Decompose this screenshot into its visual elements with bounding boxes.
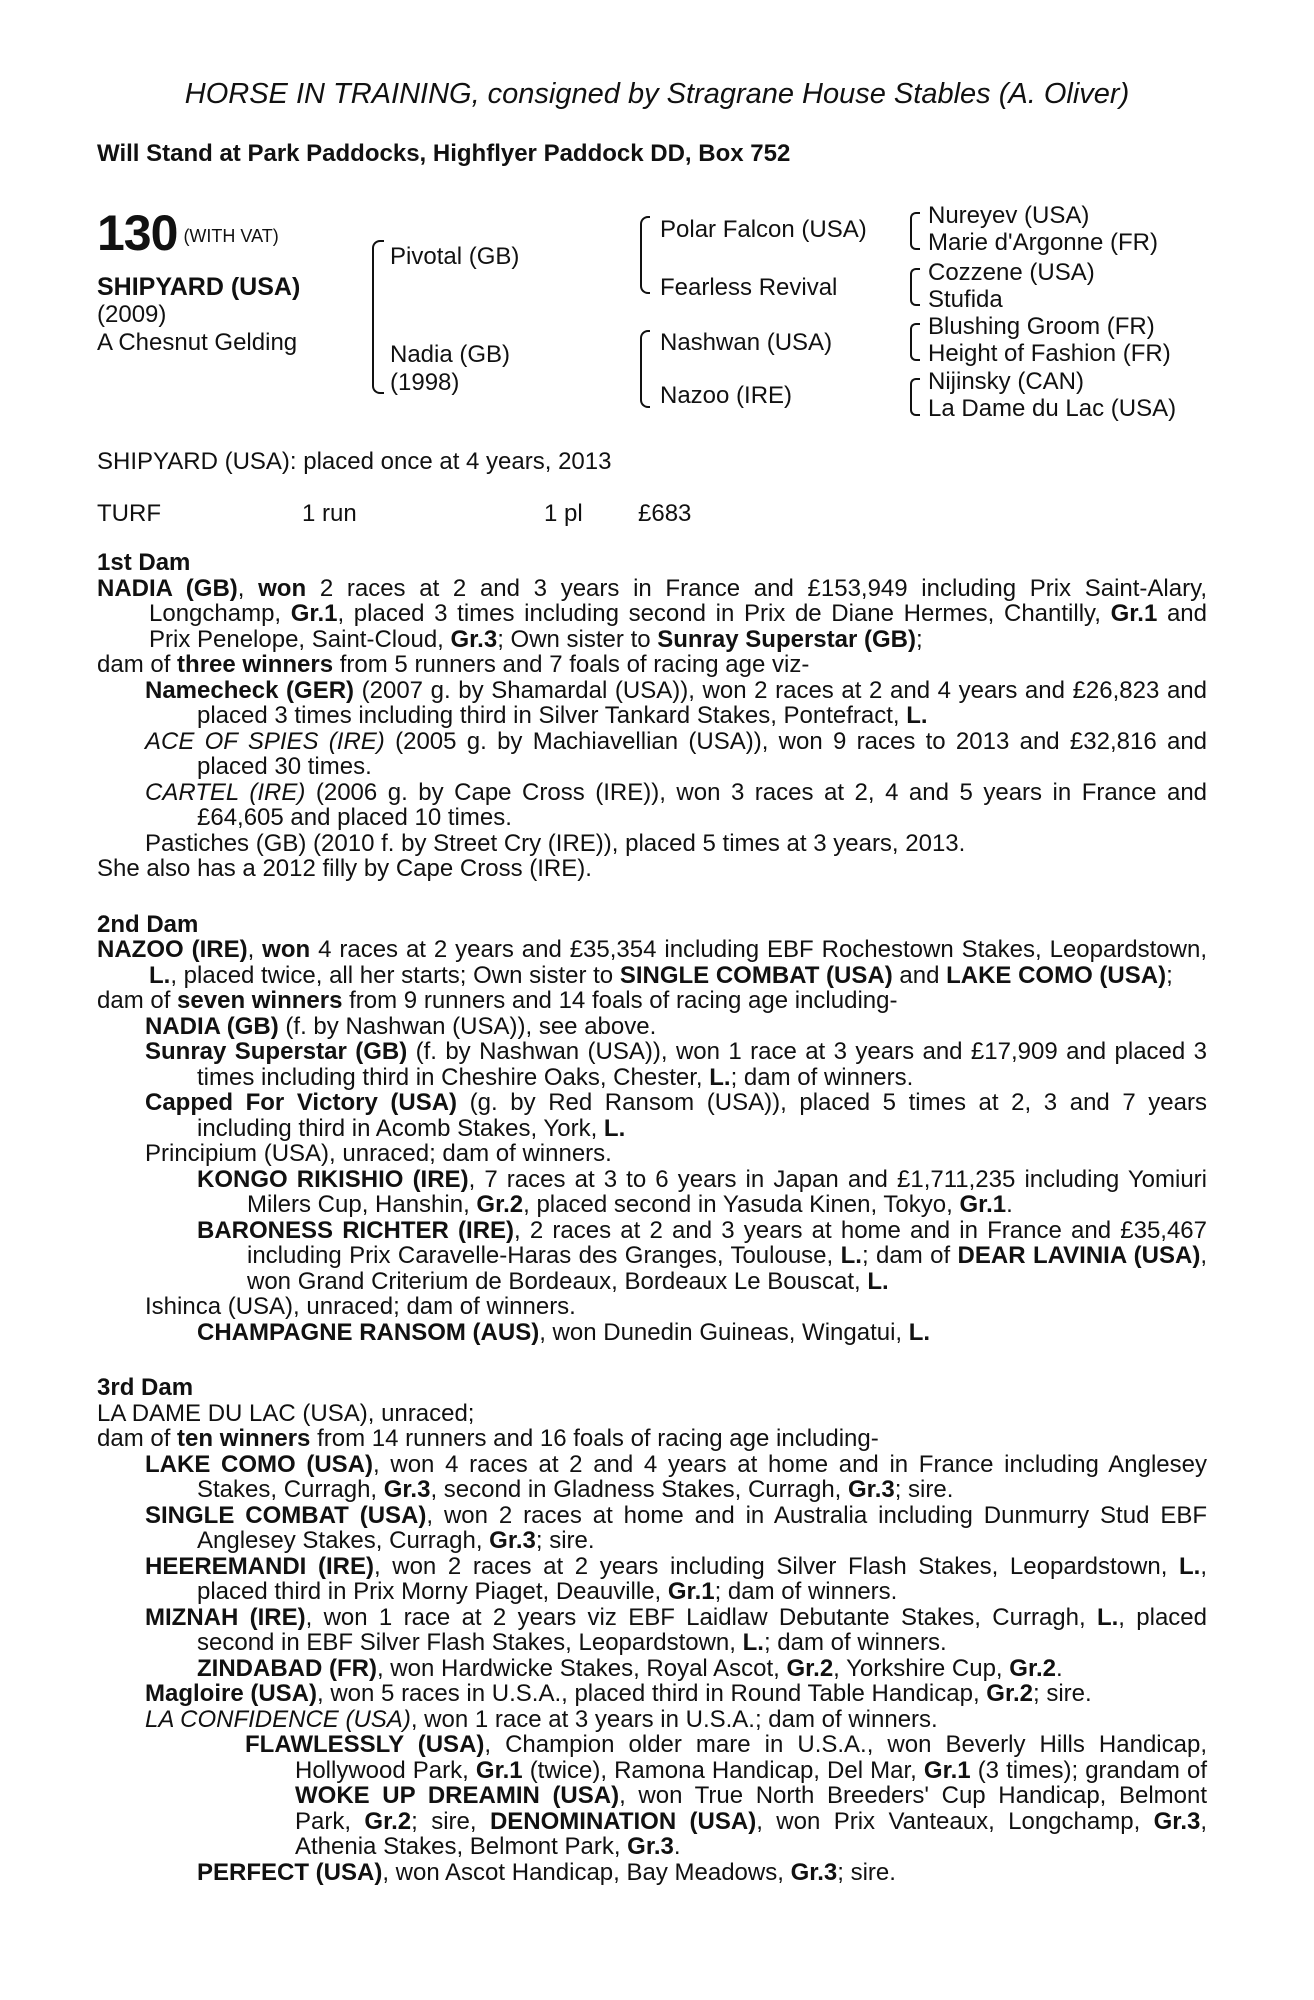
- lot-number: 130: [97, 205, 178, 261]
- list-item: MIZNAH (IRE), won 1 race at 2 years viz EBF Laidlaw Debutante Stakes, Curragh, L., placed second in EBF Silver Flash Stakes, Leopardstown, L.; dam of winners.: [145, 1603, 1207, 1656]
- pedigree-brace-g4: [910, 378, 920, 416]
- horse-year: (2009): [97, 301, 167, 328]
- produce-summary: dam of ten winners from 14 runners and 16 foals of racing age including-: [97, 1425, 879, 1452]
- page-title: HORSE IN TRAINING, consigned by Stragrane House Stables (A. Oliver): [184, 78, 1130, 110]
- list-item: She also has a 2012 filly by Cape Cross (IRE).: [97, 855, 592, 882]
- pedigree-brace-main: [372, 240, 384, 394]
- pedigree-g1: Nureyev (USA): [928, 202, 1090, 229]
- record-placed: 1 pl: [544, 500, 583, 527]
- list-item: ZINDABAD (FR), won Hardwicke Stakes, Royal Ascot, Gr.2, Yorkshire Cup, Gr.2.: [197, 1654, 1063, 1682]
- pedigree-brace-g3: [910, 323, 920, 361]
- vat-note: (WITH VAT): [183, 226, 279, 246]
- record-surface: TURF: [97, 500, 161, 527]
- third-dam-section: [97, 1375, 1207, 1885]
- record-earnings: £683: [638, 500, 692, 527]
- stand-location: Will Stand at Park Paddocks, Highflyer Paddock DD, Box 752: [97, 140, 791, 167]
- list-item: Magloire (USA), won 5 races in U.S.A., placed third in Round Table Handicap, Gr.2; sire.: [145, 1680, 1092, 1707]
- pedigree-g7: Nijinsky (CAN): [928, 368, 1084, 395]
- list-item: Sunray Superstar (GB) (f. by Nashwan (USA)), won 1 race at 3 years and £17,909 and placed 3 times including third in Cheshire Oaks, Chester, L.; dam of winners.: [145, 1038, 1207, 1091]
- produce-record: [97, 550, 1207, 1885]
- horse-name: SHIPYARD (USA): [97, 273, 301, 301]
- pedigree-brace-g2: [910, 268, 920, 306]
- second-dam-section: [97, 912, 1207, 1346]
- dam-entry: NADIA (GB), won 2 races at 2 and 3 years in France and £153,949 including Prix Saint-Alary, Longchamp, Gr.1, placed 3 times including second in Prix de Diane Hermes, Chantilly, Gr.1 and Prix Penelope, Saint-Cloud, Gr.3; Own sister to Sunray Superstar (GB);: [97, 574, 1207, 653]
- list-item: Principium (USA), unraced; dam of winners.: [145, 1140, 612, 1167]
- list-item: CHAMPAGNE RANSOM (AUS), won Dunedin Guineas, Wingatui, L.: [197, 1318, 931, 1346]
- pedigree-dam-dam: Nazoo (IRE): [660, 382, 793, 409]
- horse-description: A Chesnut Gelding: [97, 329, 298, 356]
- pedigree-dam: Nadia (GB): [390, 341, 511, 368]
- pedigree-g5: Blushing Groom (FR): [928, 313, 1155, 340]
- pedigree-brace-dam: [640, 330, 650, 408]
- list-item: FLAWLESSLY (USA), Champion older mare in U.S.A., won Beverly Hills Handicap, Hollywood Park, Gr.1 (twice), Ramona Handicap, Del Mar, Gr.1 (3 times); grandam of WOKE UP DREAMIN (USA), won True North Breeders' Cup Handicap, Belmont Park, Gr.2; sire, DENOMINATION (USA), won Prix Vanteaux, Longchamp, Gr.3, Athenia Stakes, Belmont Park, Gr.3.: [245, 1731, 1208, 1860]
- list-item: ACE OF SPIES (IRE) (2005 g. by Machiavellian (USA)), won 9 races to 2013 and £32,816 and placed 30 times.: [145, 727, 1208, 780]
- produce-summary: dam of seven winners from 9 runners and 14 foals of racing age including-: [97, 987, 898, 1014]
- list-item: Capped For Victory (USA) (g. by Red Ransom (USA)), placed 5 times at 2, 3 and 7 years including third in Acomb Stakes, York, L.: [145, 1089, 1207, 1142]
- pedigree-sire: Pivotal (GB): [390, 243, 520, 270]
- pedigree-sire-sire: Polar Falcon (USA): [660, 216, 867, 243]
- produce-summary: dam of three winners from 5 runners and 7 foals of racing age viz-: [97, 651, 810, 678]
- list-item: SINGLE COMBAT (USA), won 2 races at home and in Australia including Dunmurry Stud EBF Anglesey Stakes, Curragh, Gr.3; sire.: [145, 1501, 1208, 1554]
- list-item: BARONESS RICHTER (IRE), 2 races at 2 and 3 years at home and in France and £35,467 including Prix Caravelle-Haras des Granges, Toulouse, L.; dam of DEAR LAVINIA (USA), won Grand Criterium de Bordeaux, Bordeaux Le Bouscat, L.: [197, 1216, 1208, 1295]
- section-heading: 1st Dam: [97, 549, 191, 576]
- pedigree-g4: Stufida: [928, 286, 1003, 313]
- list-item: Namecheck (GER) (2007 g. by Shamardal (USA)), won 2 races at 2 and 4 years and £26,823 and placed 3 times including third in Silver Tankard Stakes, Pontefract, L.: [145, 676, 1207, 729]
- pedigree-brace-g1: [910, 212, 920, 250]
- list-item: LA CONFIDENCE (USA), won 1 race at 3 years in U.S.A.; dam of winners.: [145, 1705, 938, 1733]
- list-item: HEEREMANDI (IRE), won 2 races at 2 years including Silver Flash Stakes, Leopardstown, L., placed third in Prix Morny Piaget, Deauville, Gr.1; dam of winners.: [145, 1552, 1207, 1605]
- dam-entry: LA DAME DU LAC (USA), unraced;: [97, 1399, 475, 1427]
- list-item: NADIA (GB) (f. by Nashwan (USA)), see above.: [145, 1012, 657, 1040]
- first-dam-section: [97, 550, 1207, 882]
- lot-number-block: [97, 204, 279, 262]
- list-item: CARTEL (IRE) (2006 g. by Cape Cross (IRE)), won 3 races at 2, 4 and 5 years in France and £64,605 and placed 10 times.: [145, 778, 1208, 831]
- record-runs: 1 run: [302, 500, 357, 527]
- pedigree-g6: Height of Fashion (FR): [928, 340, 1171, 367]
- list-item: Ishinca (USA), unraced; dam of winners.: [145, 1293, 576, 1320]
- section-heading: 2nd Dam: [97, 910, 199, 938]
- race-summary: SHIPYARD (USA): placed once at 4 years, 2013: [97, 448, 612, 475]
- list-item: KONGO RIKISHIO (IRE), 7 races at 3 to 6 years in Japan and £1,711,235 including Yomiuri Milers Cup, Hanshin, Gr.2, placed second in Yasuda Kinen, Tokyo, Gr.1.: [197, 1165, 1208, 1218]
- pedigree-brace-sire: [640, 216, 650, 294]
- pedigree-g8: La Dame du Lac (USA): [928, 395, 1177, 422]
- section-heading: 3rd Dam: [97, 1374, 194, 1401]
- list-item: LAKE COMO (USA), won 4 races at 2 and 4 years at home and in France including Anglesey Stakes, Curragh, Gr.3, second in Gladness Stakes, Curragh, Gr.3; sire.: [145, 1450, 1207, 1503]
- pedigree-sire-dam: Fearless Revival: [660, 274, 838, 301]
- pedigree-dam-year: (1998): [390, 369, 460, 396]
- pedigree-dam-sire: Nashwan (USA): [660, 329, 833, 356]
- pedigree-g2: Marie d'Argonne (FR): [928, 229, 1158, 256]
- dam-entry: NAZOO (IRE), won 4 races at 2 years and £35,354 including EBF Rochestown Stakes, Leopardstown, L., placed twice, all her starts; Own sister to SINGLE COMBAT (USA) and LAKE COMO (USA);: [97, 936, 1208, 989]
- list-item: PERFECT (USA), won Ascot Handicap, Bay Meadows, Gr.3; sire.: [197, 1858, 896, 1886]
- list-item: Pastiches (GB) (2010 f. by Street Cry (IRE)), placed 5 times at 3 years, 2013.: [145, 829, 966, 857]
- pedigree-g3: Cozzene (USA): [928, 259, 1095, 286]
